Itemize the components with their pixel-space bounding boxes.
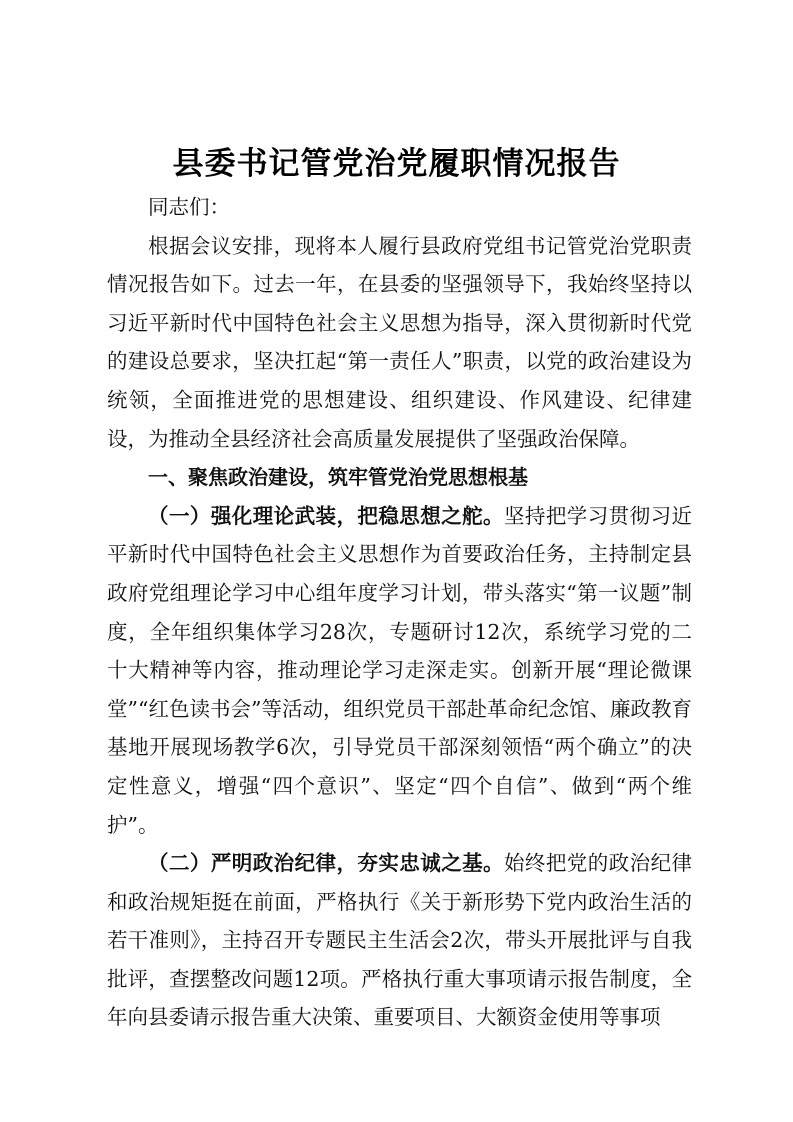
section-heading-1: 一、聚焦政治建设，筑牢管党治党思想根基 — [148, 465, 528, 490]
salutation: 同志们： — [148, 195, 230, 219]
paragraph-item-2 — [107, 844, 692, 1037]
item-1-text: 坚持把学习贯彻习近平新时代中国特色社会主义思想作为首要政治任务，主持制定县政府党组理论学习中心组年度学习计划，带头落实“第一议题”制度，全年组织集体学习28次，专题研讨12次，系统学习党的二十大精神等内容，推动理论学习走深走实。创新开展“理论微课堂”“红色读书会”等活动，组织党员干部赴革命纪念馆、廉政教育基地开展现场教学6次，引导党员干部深刻领悟“两个确立”的决定性意义，增强“四个意识”、坚定“四个自信”、做到“两个维护”。 — [107, 503, 693, 837]
item-1-lead: （一）强化理论武装，把稳思想之舵。 — [148, 503, 504, 528]
document-title: 县委书记管党治党履职情况报告 — [172, 146, 621, 182]
intro-paragraph: 根据会议安排，现将本人履行县政府党组书记管党治党职责情况报告如下。过去一年，在县委的坚强领导下，我始终坚持以习近平新时代中国特色社会主义思想为指导，深入贯彻新时代党的建设总要求，坚决扛起“第一责任人”职责，以党的政治建设为统领，全面推进党的思想建设、组织建设、作风建设、纪律建设，为推动全县经济社会高质量发展提供了坚强政治保障。 — [107, 233, 692, 451]
document-body — [107, 188, 692, 1037]
item-2-lead: （二）严明政治纪律，夯实忠诚之基。 — [148, 851, 504, 876]
item-2-text: 始终把党的政治纪律和政治规矩挺在前面，严格执行《关于新形势下党内政治生活的若干准则》，主持召开专题民主生活会2次，带头开展批评与自我批评，查摆整改问题12项。严格执行重大事项请示报告制度，全年向县委请示报告重大决策、重要项目、大额资金使用等事项 — [107, 851, 693, 1030]
paragraph-item-1 — [107, 497, 692, 844]
